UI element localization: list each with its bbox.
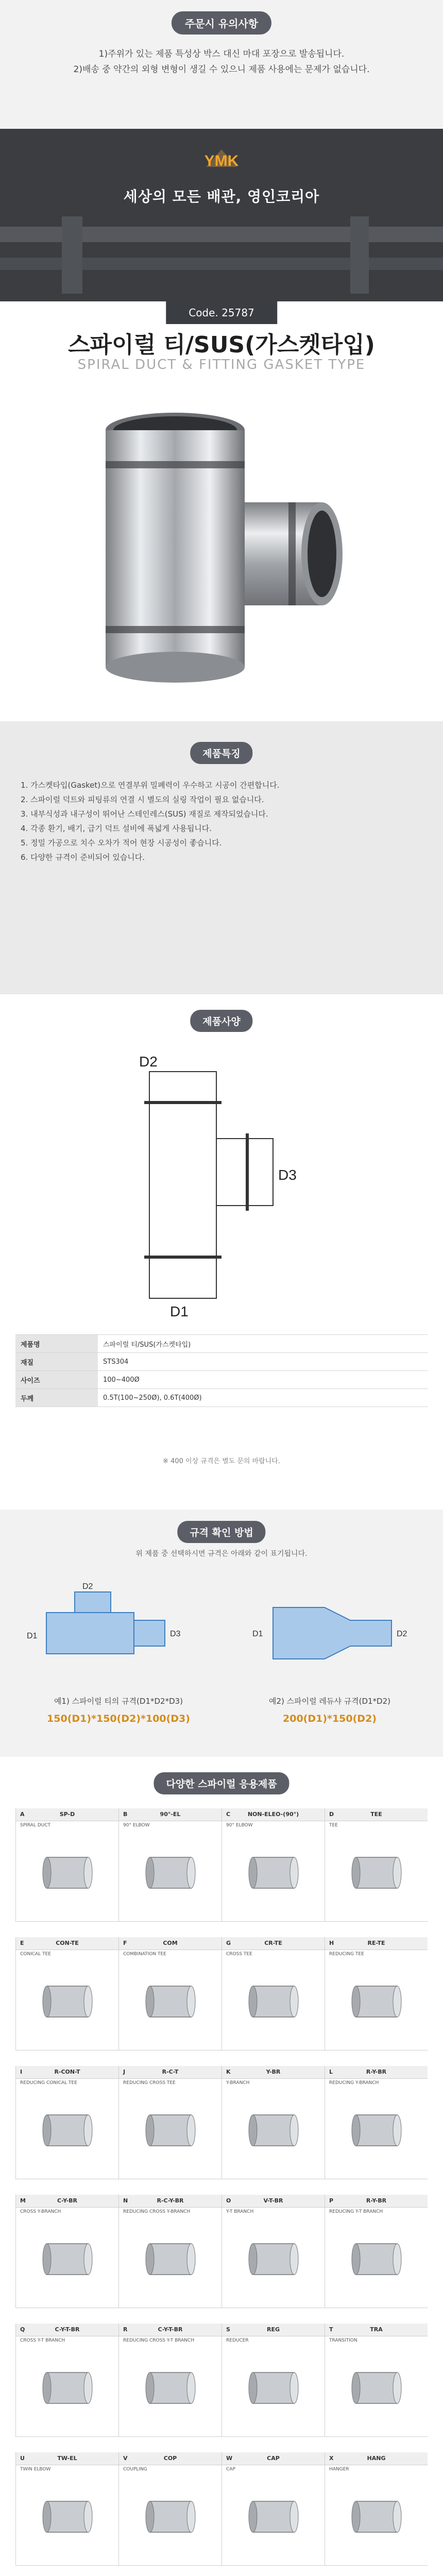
application-code: CON-TE [56, 1940, 79, 1946]
application-name: Y-BRANCH [226, 2080, 250, 2086]
product-image [0, 384, 443, 708]
dim-label-d3: D3 [278, 1167, 297, 1183]
application-head [16, 1937, 118, 1950]
application-letter: X [329, 2455, 334, 2462]
measure-left-caption: 예1) 스파이럴 티의 규격(D1*D2*D3) [54, 1697, 183, 1706]
application-illustration [34, 2483, 101, 2550]
brand-slogan: 세상의 모든 배관, 영인코리아 [123, 188, 320, 205]
application-illustration [240, 1839, 307, 1906]
application-cell [15, 1808, 118, 1922]
application-head [16, 1808, 118, 1821]
spec-value: 스파이럴 티/SUS(가스켓타입) [98, 1335, 428, 1353]
application-name: COUPLING [123, 2467, 147, 2472]
features-title: 제품특징 [190, 742, 252, 764]
m-label-d1b: D1 [252, 1630, 263, 1638]
application-name: 90° ELBOW [123, 1823, 150, 1828]
features-section [0, 721, 443, 994]
application-code: Y-BR [266, 2069, 281, 2075]
application-illustration [137, 2354, 204, 2421]
application-head [222, 2452, 325, 2465]
application-letter: V [123, 2455, 128, 2462]
application-illustration [34, 1968, 101, 2035]
application-head [325, 1937, 428, 1950]
application-cell [222, 2324, 325, 2437]
brand-hero [0, 129, 443, 301]
application-letter: W [226, 2455, 233, 2462]
product-code-badge: Code. 25787 [166, 301, 277, 324]
application-illustration [240, 1968, 307, 2035]
application-code: R-CON-T [54, 2069, 80, 2075]
application-head [16, 2195, 118, 2208]
application-name: Y-T BRANCH [226, 2209, 254, 2214]
application-cell [325, 1937, 428, 2050]
application-code: TEE [370, 1811, 382, 1818]
application-letter: H [329, 1940, 334, 1946]
application-letter: S [226, 2326, 230, 2333]
application-code: REG [266, 2326, 280, 2333]
spec-row [15, 1335, 428, 1353]
application-code: R-C-Y-BR [157, 2197, 184, 2204]
application-head [222, 1937, 325, 1950]
application-code: R-Y-BR [366, 2197, 387, 2204]
application-name: CROSS Y-BRANCH [20, 2209, 61, 2214]
application-letter: Q [20, 2326, 25, 2333]
feature-item: 5. 정밀 가공으로 치수 오차가 적어 현장 시공성이 좋습니다. [21, 838, 222, 848]
application-illustration [34, 1839, 101, 1906]
application-code: HANG [367, 2455, 386, 2462]
application-head [119, 1937, 222, 1950]
application-code: C-Y-BR [57, 2197, 78, 2204]
application-code: C-Y-T-BR [55, 2326, 80, 2333]
application-cell [118, 1808, 222, 1922]
notice-title: 주문시 유의사항 [172, 11, 271, 35]
application-code: TW-EL [57, 2455, 77, 2462]
application-head [325, 2195, 428, 2208]
application-name: CROSS Y-T BRANCH [20, 2338, 65, 2343]
application-head [119, 2066, 222, 2079]
application-head [119, 2452, 222, 2465]
notice-line: 2)배송 중 약간의 외형 변형이 생길 수 있으니 제품 사용에는 문제가 없습니다. [73, 64, 370, 75]
application-illustration [343, 2097, 410, 2164]
application-code: R-Y-BR [366, 2069, 387, 2075]
reducer-measure-diagram [247, 1582, 422, 1685]
application-name: HANGER [329, 2467, 349, 2472]
application-cell [15, 2324, 118, 2437]
application-code: RE-TE [367, 1940, 385, 1946]
application-letter: G [226, 1940, 231, 1946]
application-code: COP [163, 2455, 177, 2462]
application-name: REDUCING CROSS TEE [123, 2080, 176, 2086]
m-label-d3: D3 [170, 1630, 181, 1638]
measure-title: 규격 확인 방법 [177, 1521, 265, 1543]
application-code: V-T-BR [263, 2197, 283, 2204]
brand-logo-text: YMK [204, 152, 239, 170]
spec-section [0, 994, 443, 1510]
application-illustration [137, 1839, 204, 1906]
application-name: CROSS TEE [226, 1952, 252, 1957]
application-name: TEE [329, 1823, 338, 1828]
spec-value: STS304 [98, 1353, 428, 1371]
application-head [325, 1808, 428, 1821]
application-name: REDUCING TEE [329, 1952, 364, 1957]
application-illustration [343, 2483, 410, 2550]
application-letter: E [20, 1940, 24, 1946]
application-cell [118, 2452, 222, 2566]
applications-title: 다양한 스파이럴 응용제품 [154, 1772, 289, 1794]
application-letter: D [329, 1811, 334, 1818]
application-cell [118, 2324, 222, 2437]
notice-section [0, 0, 443, 129]
application-letter: U [20, 2455, 25, 2462]
spec-note: ※ 400 이상 규격은 별도 문의 바랍니다. [163, 1458, 280, 1465]
application-head [325, 2324, 428, 2336]
application-illustration [240, 2226, 307, 2293]
spec-key: 두께 [15, 1389, 98, 1407]
application-letter: F [123, 1940, 127, 1946]
application-name: SPIRAL DUCT [20, 1823, 51, 1828]
application-name: REDUCING CONICAL TEE [20, 2080, 77, 2086]
application-cell [118, 1937, 222, 2050]
spec-key: 재질 [15, 1353, 98, 1371]
application-code: 90°-EL [160, 1811, 181, 1818]
application-cell [325, 1808, 428, 1922]
application-name: TWIN ELBOW [20, 2467, 51, 2472]
application-cell [222, 1808, 325, 1922]
measure-left-value: 150(D1)*150(D2)*100(D3) [47, 1713, 190, 1724]
feature-item: 6. 다양한 규격이 준비되어 있습니다. [21, 853, 145, 862]
application-cell [325, 2066, 428, 2179]
application-cell [222, 1937, 325, 2050]
application-head [119, 1808, 222, 1821]
application-head [119, 2324, 222, 2336]
notice-line: 1)주위가 있는 제품 특성상 박스 대신 마대 포장으로 발송됩니다. [98, 49, 345, 59]
application-name: REDUCING Y-T BRANCH [329, 2209, 383, 2214]
application-letter: L [329, 2069, 333, 2075]
application-cell [15, 2452, 118, 2566]
application-code: COM [163, 1940, 178, 1946]
spec-key: 사이즈 [15, 1371, 98, 1389]
application-cell [325, 2324, 428, 2437]
application-letter: N [123, 2197, 128, 2204]
feature-item: 1. 가스켓타입(Gasket)으로 연결부위 밀폐력이 우수하고 시공이 간편합니다. [21, 781, 280, 790]
spec-title: 제품사양 [190, 1010, 252, 1032]
application-letter: I [20, 2069, 23, 2075]
measure-note: 위 제품 중 선택하시면 규격은 아래와 같이 표기됩니다. [135, 1550, 308, 1558]
measure-right-caption: 예2) 스파이럴 레듀샤 규격(D1*D2) [269, 1697, 390, 1706]
application-illustration [343, 1839, 410, 1906]
spec-key: 제품명 [15, 1335, 98, 1353]
application-name: REDUCING CROSS Y-T BRANCH [123, 2338, 195, 2343]
application-cell [325, 2195, 428, 2308]
application-letter: M [20, 2197, 26, 2204]
application-letter: P [329, 2197, 334, 2204]
application-name: REDUCING Y-BRANCH [329, 2080, 379, 2086]
application-head [222, 2324, 325, 2336]
spiral-tee-illustration [0, 384, 443, 708]
pipe-backdrop [0, 216, 443, 294]
application-head [16, 2452, 118, 2465]
application-head [222, 2195, 325, 2208]
application-letter: T [329, 2326, 333, 2333]
m-label-d2b: D2 [397, 1630, 407, 1638]
application-letter: A [20, 1811, 25, 1818]
application-illustration [137, 2226, 204, 2293]
application-cell [222, 2066, 325, 2179]
measure-right-value: 200(D1)*150(D2) [283, 1713, 377, 1724]
application-letter: C [226, 1811, 231, 1818]
application-letter: J [123, 2069, 126, 2075]
application-illustration [137, 2483, 204, 2550]
application-illustration [34, 2226, 101, 2293]
application-name: REDUCER [226, 2338, 249, 2343]
measure-section [0, 1510, 443, 1757]
features-list [21, 778, 422, 865]
spec-value: 0.5T(100~250Ø), 0.6T(400Ø) [98, 1389, 428, 1407]
feature-item: 2. 스파이럴 덕트와 피팅류의 연결 시 별도의 실링 작업이 필요 없습니다. [21, 795, 264, 804]
application-letter: R [123, 2326, 128, 2333]
application-letter: O [226, 2197, 231, 2204]
spec-value: 100~400Ø [98, 1371, 428, 1389]
application-illustration [137, 2097, 204, 2164]
application-head [325, 2452, 428, 2465]
application-cell [118, 2195, 222, 2308]
application-code: TRA [370, 2326, 383, 2333]
application-code: SP-D [59, 1811, 75, 1818]
application-code: C-Y-T-BR [158, 2326, 183, 2333]
application-head [16, 2066, 118, 2079]
application-illustration [343, 1968, 410, 2035]
application-name: COMBINATION TEE [123, 1952, 166, 1957]
application-name: 90° ELBOW [226, 1823, 253, 1828]
product-name: 스파이럴 티/SUS(가스켓타입) [68, 332, 375, 358]
notice-text [0, 46, 443, 77]
tee-measure-diagram [26, 1582, 201, 1685]
feature-item: 4. 각종 환기, 배기, 급기 덕트 설비에 폭넓게 사용됩니다. [21, 824, 212, 833]
application-code: CAP [267, 2455, 280, 2462]
m-label-d1: D1 [27, 1632, 38, 1640]
application-cell [325, 2452, 428, 2566]
dim-label-d1: D1 [170, 1303, 189, 1319]
application-illustration [240, 2354, 307, 2421]
application-illustration [240, 2097, 307, 2164]
m-label-d2: D2 [82, 1582, 93, 1591]
application-name: CONICAL TEE [20, 1952, 51, 1957]
application-illustration [34, 2354, 101, 2421]
dimension-diagram [118, 1051, 325, 1319]
application-head [119, 2195, 222, 2208]
application-head [16, 2324, 118, 2336]
product-title-section [0, 301, 443, 374]
application-name: CAP [226, 2467, 235, 2472]
application-cell [222, 2195, 325, 2308]
application-code: R-C-T [162, 2069, 179, 2075]
application-head [222, 2066, 325, 2079]
application-cell [15, 2066, 118, 2179]
application-letter: K [226, 2069, 231, 2075]
spec-row [15, 1389, 428, 1407]
application-name: TRANSITION [329, 2338, 357, 2343]
feature-item: 3. 내부식성과 내구성이 뛰어난 스테인레스(SUS) 재질로 제작되었습니다. [21, 809, 268, 819]
spec-row [15, 1371, 428, 1389]
application-code: NON-ELEO-(90°) [247, 1811, 299, 1818]
application-cell [15, 2195, 118, 2308]
application-illustration [34, 2097, 101, 2164]
application-illustration [343, 2226, 410, 2293]
application-letter: B [123, 1811, 128, 1818]
application-illustration [240, 2483, 307, 2550]
spec-row [15, 1353, 428, 1371]
application-cell [15, 1937, 118, 2050]
brand-logo [191, 144, 252, 175]
product-subtitle: SPIRAL DUCT & FITTING GASKET TYPE [77, 357, 366, 372]
spec-table [15, 1334, 428, 1407]
application-cell [222, 2452, 325, 2566]
application-code: CR-TE [264, 1940, 282, 1946]
application-name: REDUCING CROSS Y-BRANCH [123, 2209, 191, 2214]
application-head [222, 1808, 325, 1821]
application-illustration [137, 1968, 204, 2035]
dim-label-d2: D2 [139, 1054, 158, 1070]
application-cell [118, 2066, 222, 2179]
application-head [325, 2066, 428, 2079]
application-illustration [343, 2354, 410, 2421]
applications-section [0, 1757, 443, 2576]
